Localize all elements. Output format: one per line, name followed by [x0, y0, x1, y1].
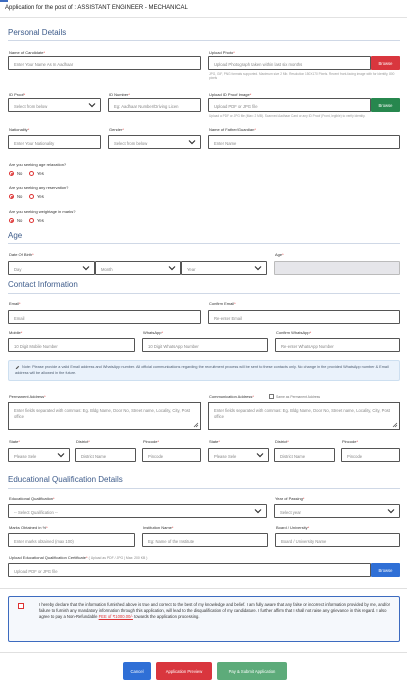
contact-note — [8, 360, 400, 381]
age-label: Age* — [275, 252, 284, 257]
permanent-address-label: Permanent Address* — [9, 394, 46, 399]
institution-input[interactable]: Eg: Name of the Institute — [142, 533, 268, 547]
photo-hint: JPG, GIF, PNG formats supported. Maximum size 2 Mb. Resolution 150X170 Pixels. Recent front-facing image with for identify, 800 pixels — [209, 72, 395, 81]
top-bar — [0, 0, 407, 18]
upload-id-label: Upload ID Proof Image* — [209, 92, 252, 97]
reservation-yes-radio[interactable] — [29, 194, 34, 199]
certificate-browse-button[interactable]: Browse — [371, 563, 400, 577]
id-number-input[interactable]: Eg: Aadhaar Number/Driving Licen — [108, 98, 201, 112]
section-contact-title: Contact Information — [8, 280, 78, 289]
confirm-email-input[interactable]: Re-enter Email — [208, 310, 400, 324]
section-personal-title: Personal Details — [8, 28, 67, 37]
pincode-label: Pincode* — [143, 439, 160, 444]
father-input[interactable]: Enter Name — [208, 135, 400, 149]
chevron-down-icon — [254, 508, 262, 514]
chevron-down-icon — [168, 265, 176, 271]
reservation-no-radio[interactable] — [9, 194, 14, 199]
chevron-down-icon — [256, 452, 264, 458]
communication-address-label: Communication Address* — [209, 394, 254, 399]
same-as-permanent-label: Same as Permanent Address — [276, 395, 321, 399]
state-select[interactable]: Please Sele — [8, 448, 70, 462]
mobile-label: Mobile* — [9, 330, 23, 335]
gender-select[interactable]: Select from below — [108, 135, 201, 149]
comm-pincode-input[interactable]: Pincode — [341, 448, 400, 462]
dob-label: Date Of Birth* — [9, 252, 34, 257]
q-relaxation-label: Are you seeking age relaxation? — [9, 162, 67, 167]
nationality-label: Nationality* — [9, 127, 30, 132]
comm-state-label: State* — [209, 439, 220, 444]
year-of-passing-select[interactable]: Select year — [274, 504, 400, 518]
reservation-yes-label: Yes — [37, 194, 44, 199]
resize-grip-icon[interactable] — [193, 422, 199, 428]
relaxation-yes-label: Yes — [37, 171, 44, 176]
email-label: Email* — [9, 301, 21, 306]
state-label: State* — [9, 439, 20, 444]
declaration-box — [8, 596, 400, 642]
weightage-yes-label: Yes — [37, 218, 44, 223]
comm-district-label: District* — [275, 439, 289, 444]
comm-pincode-label: Pincode* — [342, 439, 359, 444]
whatsapp-input[interactable]: 10 Digit WhatsApp Number — [142, 338, 268, 352]
relaxation-no-radio[interactable] — [9, 171, 14, 176]
chevron-down-icon — [57, 452, 65, 458]
age-readonly-field — [274, 261, 400, 275]
fee-link[interactable]: FEE of ₹1000.00/- — [98, 614, 133, 619]
email-input[interactable]: Email — [8, 310, 201, 324]
contact-note-text: Note: Please provide a valid Email address and WhatsApp number. All official communications regarding the recruitment process will be sent to these contacts only. No change in the provided WhatsApp number & Email address will be allowed in the future. — [15, 365, 389, 375]
weightage-no-label: No — [17, 218, 23, 223]
comm-district-input[interactable]: District Name — [274, 448, 335, 462]
permanent-address-textarea[interactable]: Enter fields separated with commas: Eg. Bldg Name, Door No, Street name, Locality, City, Post office — [8, 402, 201, 430]
divider — [0, 652, 407, 653]
district-input[interactable]: District Name — [75, 448, 136, 462]
chevron-down-icon — [188, 139, 196, 145]
qualification-select[interactable]: -- Select Qualification -- — [8, 504, 267, 518]
cancel-button[interactable]: Cancel — [123, 662, 151, 680]
application-preview-button[interactable]: Application Preview — [156, 662, 212, 680]
whatsapp-label: WhatsApp* — [143, 330, 164, 335]
section-education-title: Educational Qualification Details — [8, 475, 123, 484]
certificate-label: Upload Educational Qualification Certificate* ( Upload as PDF / JPG | Max: 200 KB ) — [9, 555, 148, 560]
chevron-down-icon — [82, 265, 90, 271]
id-proof-label: ID Proof* — [9, 92, 26, 97]
confirm-whatsapp-label: Confirm WhatsApp* — [276, 330, 312, 335]
chevron-down-icon — [387, 508, 395, 514]
photo-label: Upload Photo* — [209, 50, 235, 55]
board-label: Board / University* — [276, 525, 310, 530]
chevron-down-icon — [88, 102, 96, 108]
mobile-input[interactable]: 10 Digit Mobile Number — [8, 338, 135, 352]
id-proof-select[interactable]: Select from below — [8, 98, 101, 112]
father-label: Name of Father/Guardian* — [209, 127, 256, 132]
qualification-label: Educational Qualification* — [9, 496, 55, 501]
q-weightage-label: Are you seeking weightage in marks? — [9, 209, 76, 214]
upload-id-file-input[interactable]: Upload PDF or JPG file — [208, 98, 371, 112]
chevron-down-icon — [254, 265, 262, 271]
declaration-checkbox[interactable] — [18, 603, 24, 609]
board-input[interactable]: Board / University Name — [275, 533, 400, 547]
section-age-title: Age — [8, 231, 23, 240]
reservation-no-label: No — [17, 194, 23, 199]
comm-state-select[interactable]: Please Sele — [208, 448, 269, 462]
communication-address-textarea[interactable]: Enter fields separated with commas: Eg. Bldg Name, Door No, Street name, Locality, City, Post office — [208, 402, 400, 430]
district-label: District* — [76, 439, 90, 444]
upload-id-browse-button[interactable]: Browse — [371, 98, 400, 112]
section-divider — [8, 40, 400, 41]
name-label: Name of Candidate* — [9, 50, 46, 55]
declaration-text: I hereby declare that the information furnished above is true and correct to the best of my knowledge and belief. I am fully aware that any false or incorrect information provided by me, and/or failure to furnish any mandatory information through this application, will lead to the disqualification of my candidature. I further affirm that I shall not raise any grievance in this regard. I also agree to pay a Non-Refundable FEE of ₹1000.00/- towards the application processing. — [39, 602, 391, 619]
year-of-passing-label: Year of Passing* — [275, 496, 305, 501]
weightage-yes-radio[interactable] — [29, 218, 34, 223]
marks-label: Marks Obtained in %* — [9, 525, 48, 530]
application-title: Application for the post of : ASSISTANT ENGINEER - MECHANICAL — [5, 5, 188, 11]
pay-submit-button[interactable]: Pay & Submit Application — [217, 662, 287, 680]
institution-label: Institution Name* — [143, 525, 174, 530]
divider — [0, 588, 407, 589]
pincode-input[interactable]: Pincode — [142, 448, 201, 462]
header-accent — [0, 0, 8, 2]
photo-browse-button[interactable]: Browse — [371, 56, 400, 70]
section-divider — [8, 488, 400, 489]
gender-label: Gender* — [109, 127, 124, 132]
nationality-input[interactable]: Enter Your Nationality — [8, 135, 101, 149]
section-divider — [8, 293, 400, 294]
weightage-no-radio[interactable] — [9, 218, 14, 223]
relaxation-yes-radio[interactable] — [29, 171, 34, 176]
confirm-email-label: Confirm Email* — [209, 301, 236, 306]
dob-year-select[interactable]: Year — [181, 261, 267, 275]
dob-day-select[interactable]: Day — [8, 261, 95, 275]
id-number-label: ID Number* — [109, 92, 130, 97]
resize-grip-icon[interactable] — [392, 422, 398, 428]
name-input[interactable]: Enter Your Name As In Aadhaar — [8, 56, 201, 70]
confirm-whatsapp-input[interactable]: Re-enter WhatsApp Number — [275, 338, 400, 352]
dob-month-select[interactable]: Month — [95, 261, 181, 275]
same-as-permanent-checkbox[interactable] — [269, 394, 274, 399]
certificate-file-input[interactable]: Upload PDF or JPG file — [8, 563, 371, 577]
relaxation-no-label: No — [17, 171, 23, 176]
photo-file-input[interactable]: Upload Photograph taken within last six months — [208, 56, 371, 70]
marks-input[interactable]: Enter marks obtained (max 100) — [8, 533, 135, 547]
section-divider — [8, 243, 400, 244]
upload-id-hint: Upload a PDF or JPG file (Max: 2 MB). Scanned Aadhaar Card or any ID Proof (Front, legible) to verify identity. — [209, 114, 366, 118]
q-reservation-label: Are you seeking any reservation? — [9, 185, 69, 190]
